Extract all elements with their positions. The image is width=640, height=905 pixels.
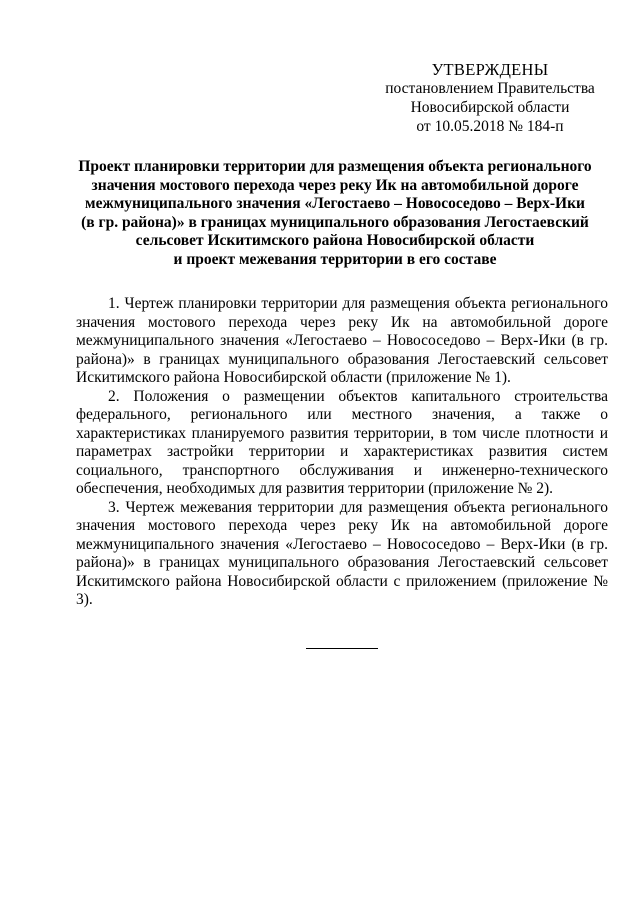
paragraph-1: 1. Чертеж планировки территории для размещения объекта регионального значения мостового перехода через реку Ик на автомобильной дороге межмуниципального значения «Легостаево – Новососедово – Верх-Ики (в гр. района)» в границах муниципального образования Легостаевский сельсовет Искитимского района Новосибирской области (приложение № 1). <box>76 295 608 386</box>
approval-line-region: Новосибирской области <box>410 99 570 116</box>
approval-line-date-number: от 10.05.2018 № 184-п <box>416 118 564 135</box>
title-line: Проект планировки территории для размещения объекта регионального <box>78 158 592 175</box>
title-line: и проект межевания территории в его составе <box>173 250 497 268</box>
title-line: (в гр. района)» в границах муниципального образования Легостаевский <box>81 213 589 231</box>
approval-line-decree: постановлением Правительства <box>385 80 595 97</box>
approval-title: УТВЕРЖДЕНЫ <box>431 60 549 79</box>
paragraph-2: 2. Положения о размещении объектов капитального строительства федерального, регионального или местного значения, а также о характеристиках планируемого развития территории, в том числе плотности и параметрах застройки территории и характеристиках развития систем социального, транспортного обслуживания и инженерно-технического обеспечения, необходимых для развития территории (приложение № 2). <box>76 387 608 497</box>
document-body <box>76 295 608 610</box>
document-title <box>70 158 600 269</box>
title-line: значения мостового перехода через реку Ик на автомобильной дороге <box>91 176 579 194</box>
title-line: межмуниципального значения «Легостаево – Новососедово – Верх-Ики <box>85 195 585 212</box>
approval-stamp <box>380 60 600 136</box>
closing-divider-line <box>306 648 378 649</box>
paragraph-3: 3. Чертеж межевания территории для размещения объекта регионального значения мостового перехода через реку Ик на автомобильной дороге межмуниципального значения «Легостаево – Новососедово – Верх-Ики (в гр. района)» в границах муниципального образования Легостаевский сельсовет Искитимского района Новосибирской области с приложением (приложение № 3). <box>76 498 608 608</box>
title-line: сельсовет Искитимского района Новосибирской области <box>135 232 535 249</box>
